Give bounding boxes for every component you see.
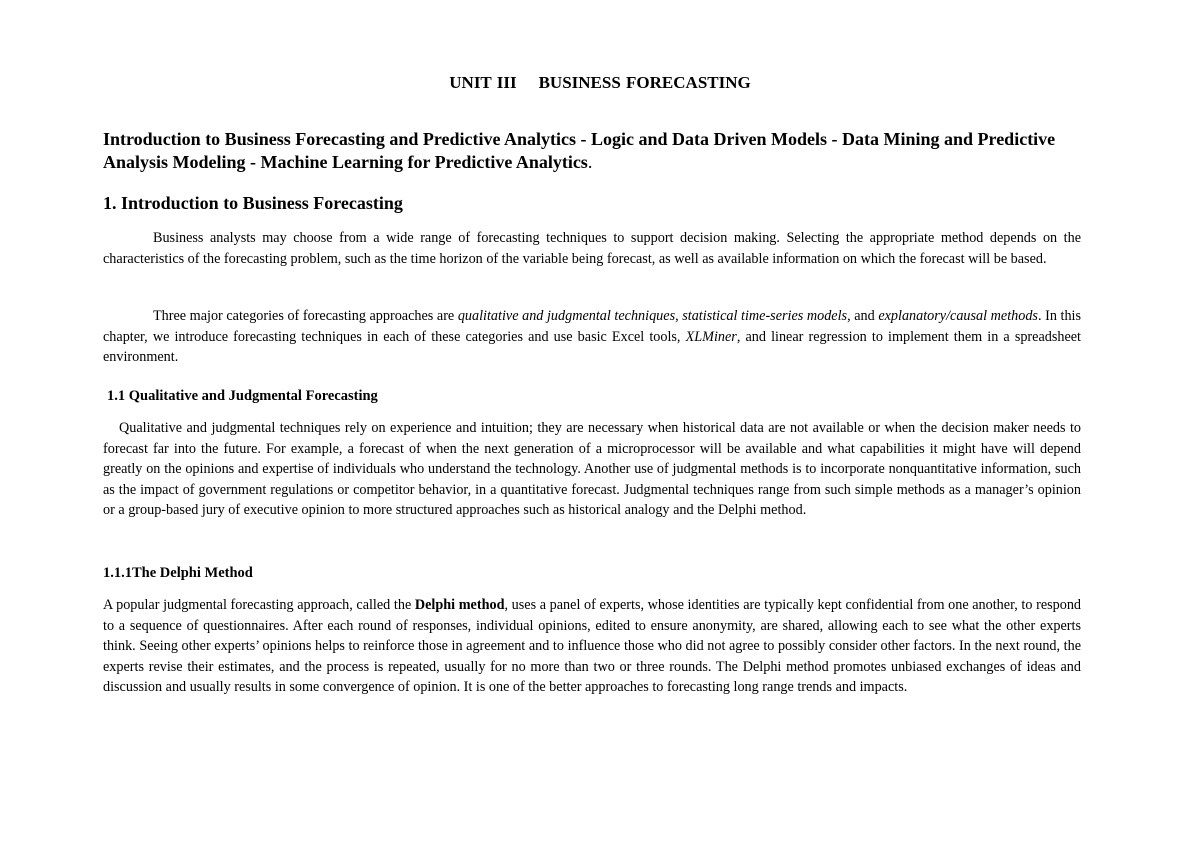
para2-part3: , and xyxy=(847,308,879,324)
unit-title-text: BUSINESS FORECASTING xyxy=(538,73,751,92)
section-1-1-heading: 1.1 Qualitative and Judgmental Forecasting xyxy=(107,388,378,404)
paragraph-delphi xyxy=(103,595,1081,698)
unit-label: UNIT III xyxy=(449,73,517,92)
unit-title xyxy=(0,72,1200,94)
unit-topics-text: Introduction to Business Forecasting and Predictive Analytics - Logic and Data Driven Models - Data Mining and Predictive Analysis Modeling - Machine Learning for Predictive Analytics xyxy=(103,129,1056,172)
para2-xlminer-term: XLMiner xyxy=(685,328,737,345)
section-1-1-1-heading: 1.1.1The Delphi Method xyxy=(103,565,253,581)
para2-part2: , xyxy=(675,308,683,324)
unit-topics-end: . xyxy=(587,152,593,172)
unit-topics xyxy=(103,128,1081,174)
para2-causal-term: explanatory/causal methods xyxy=(878,308,1038,324)
para4-part1: A popular judgmental forecasting approach, called the xyxy=(103,597,415,613)
paragraph-qualitative: Qualitative and judgmental techniques rely on experience and intuition; they are necessary when historical data are not available or when the decision maker needs to forecast far into the future. For example, a forecast of when the next generation of a microprocessor will be available and what capabilities it might have will depend greatly on the opinions and expertise of individuals who understand the technology. Another use of judgmental methods is to incorporate nonquantitative information, such as the impact of government regulations or competitor behavior, in a quantitative forecast. Judgmental techniques range from such simple methods as a manager’s opinion or a group-based jury of executive opinion to more structured approaches such as historical analogy and the Delphi method. xyxy=(103,420,1081,518)
para2-qualitative-term: qualitative and judgmental techniques xyxy=(457,308,676,324)
para4-delphi-term: Delphi method xyxy=(414,597,505,613)
para2-part5: , and linear regression to implement them in a spreadsheet environment. xyxy=(103,328,1081,365)
paragraph-categories xyxy=(103,306,1081,368)
para4-part2: , uses a panel of experts, whose identities are typically kept confidential from one another, to respond to a sequence of questionnaires. After each round of responses, individual opinions, edited to ensure anonymity, are shared, allowing each to see what the other experts think. Seeing other experts’ opinions helps to reinforce those in agreement and to influence those who did not agree to possibly consider other factors. In the next round, the experts revise their estimates, and the process is repeated, usually for no more than two or three rounds. The Delphi method promotes unbiased exchanges of ideas and discussion and usually results in some convergence of opinion. It is one of the better approaches to forecasting long range trends and impacts. xyxy=(103,597,1082,695)
para2-part4: . In this chapter, we introduce forecasting techniques in each of these categories and use basic Excel tools, xyxy=(103,308,1082,345)
para2-time-series-term: statistical time-series models xyxy=(682,308,848,324)
section-1-heading: 1. Introduction to Business Forecasting xyxy=(103,193,403,213)
paragraph-intro: Business analysts may choose from a wide range of forecasting techniques to support decision making. Selecting the appropriate method depends on the characteristics of the forecasting problem, such as the time horizon of the variable being forecast, as well as available information on which the forecast will be based. xyxy=(103,230,1081,267)
para2-part1: Three major categories of forecasting approaches are xyxy=(153,308,458,324)
